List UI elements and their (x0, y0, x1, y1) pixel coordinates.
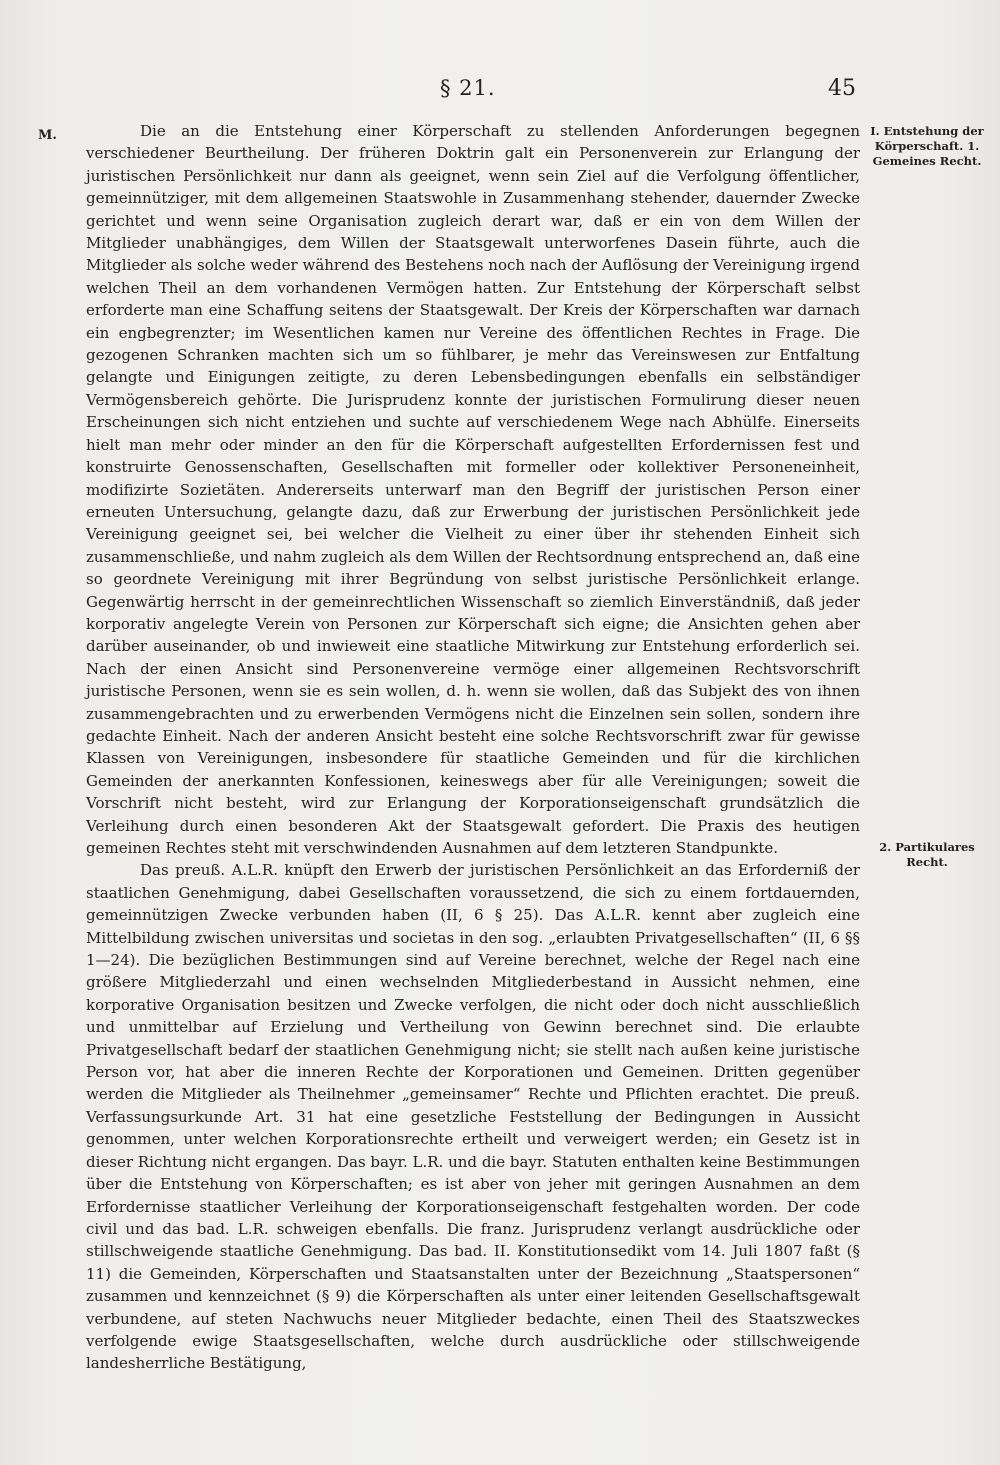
margin-letter: M. (38, 128, 57, 143)
running-head (0, 76, 1000, 108)
page-number: 45 (828, 76, 856, 101)
paragraph-partikulares-recht: Das preuß. A.L.R. knüpft den Erwerb der juristischen Persönlichkeit an das Erforderniß der staatlichen Genehmigung, dabei Gesellschaften voraussetzend, die sich zu einem fortdauernden, gemeinnützigen Zwecke verbunden haben (II, 6 § 25). Das A.L.R. kennt aber zugleich eine Mittelbildung zwischen universitas und societas in den sog. „erlaubten Privatgesellschaften“ (II, 6 §§ 1—24). Die bezüglichen Bestimmungen sind auf Vereine berechnet, welche der Regel nach eine größere Mitgliederzahl und einen wechselnden Mitgliederbestand in Aussicht nehmen, eine korporative Organisation besitzen und Zwecke verfolgen, die nicht oder doch nicht ausschließlich und unmittelbar auf Erzielung und Vertheilung von Gewinn berechnet sind. Die erlaubte Privatgesellschaft bedarf der staatlichen Genehmigung nicht; sie stellt nach außen keine juristische Person vor, hat aber die inneren Rechte der Korporationen und Gemeinen. Dritten gegenüber werden die Mitglieder als Theilnehmer „gemeinsamer“ Rechte und Pflichten erachtet. Die preuß. Verfassungsurkunde Art. 31 hat eine gesetzliche Feststellung der Bedingungen in Aussicht genommen, unter welchen Korporationsrechte ertheilt und verweigert werden; ein Gesetz ist in dieser Richtung nicht ergangen. Das bayr. L.R. und die bayr. Statuten enthalten keine Bestimmungen über die Entstehung von Körperschaften; es ist aber von jeher mit geringen Ausnahmen an dem Erfordernisse staatlicher Verleihung der Korporationseigenschaft festgehalten worden. Der code civil und das bad. L.R. schweigen ebenfalls. Die franz. Jurisprudenz verlangt ausdrückliche oder stillschweigende staatliche Genehmigung. Das bad. II. Konstitutionsedikt vom 14. Juli 1807 faßt (§ 11) die Gemeinden, Körperschaften und Staatsanstalten unter der Bezeichnung „Staatspersonen“ zusammen und kennzeichnet (§ 9) die Körperschaften als unter einer leitenden Gesellschaftsgewalt verbundene, auf steten Nachwuchs neuer Mitglieder bedachte, einen Theil des Staatszweckes verfolgende ewige Staatsgesellschaften, welche durch ausdrückliche oder stillschweigende landesherrliche Bestätigung, (86, 861, 860, 1373)
sidenote-partikulares-recht: 2. Partikulares Recht. (879, 840, 975, 869)
main-text (86, 120, 860, 1375)
sidenote-entstehung: I. Entstehung der Körperschaft. 1. Gemeines Recht. (870, 124, 984, 168)
paragraph-gemeines-recht: Die an die Entstehung einer Körperschaft zu stellenden Anforderungen begegnen verschiedener Beurtheilung. Der früheren Doktrin galt ein Personenverein zur Erlangung der juristischen Persönlichkeit nur dann als geeignet, wenn sein Ziel auf die Verfolgung öffentlicher, gemeinnütziger, mit dem allgemeinen Staatswohle in Zusammenhang stehender, dauernder Zwecke gerichtet und wenn seine Organisation zugleich derart war, daß er ein von dem Willen der Mitglieder unabhängiges, dem Willen der Staatsgewalt unterworfenes Dasein führte, auch die Mitglieder als solche weder während des Bestehens noch nach der Auflösung der Vereinigung irgend welchen Theil an dem vorhandenen Vermögen hatten. Zur Entstehung der Körperschaft selbst erforderte man eine Schaffung seitens der Staatsgewalt. Der Kreis der Körperschaften war darnach ein engbegrenzter; im Wesentlichen kamen nur Vereine des öffentlichen Rechtes in Frage. Die gezogenen Schranken machten sich um so fühlbarer, je mehr das Vereinswesen zur Entfaltung gelangte und Einigungen zeitigte, zu deren Lebensbedingungen ebenfalls ein selbständiger Vermögensbereich gehörte. Die Jurisprudenz konnte der juristischen Formulirung dieser neuen Erscheinungen sich nicht entziehen und suchte auf verschiedenem Wege nach Abhülfe. Einerseits hielt man mehr oder minder an den für die Körperschaft aufgestellten Erfordernissen fest und konstruirte Genossenschaften, Gesellschaften mit formeller oder kollektiver Personeneinheit, modifizirte Sozietäten. Andererseits unterwarf man den Begriff der juristischen Person einer erneuten Untersuchung, gelangte dazu, daß zur Erwerbung der juristischen Persönlichkeit jede Vereinigung geeignet sei, bei welcher die Vielheit zu einer über ihr stehenden Einheit sich zusammenschließe, und nahm zugleich als dem Willen der Rechtsordnung entsprechend an, daß eine so geordnete Vereinigung mit ihrer Begründung von selbst juristische Persönlichkeit erlange. Gegenwärtig herrscht in der gemeinrechtlichen Wissenschaft so ziemlich Einverständniß, daß jeder korporativ angelegte Verein von Personen zur Körperschaft sich eigne; die Ansichten gehen aber darüber auseinander, ob und inwieweit eine staatliche Mitwirkung zur Entstehung erforderlich sei. Nach der einen Ansicht sind Personenvereine vermöge einer allgemeinen Rechtsvorschrift juristische Personen, wenn sie es sein wollen, d. h. wenn sie wollen, daß das Subjekt des von ihnen zusammengebrachten und zu erwerbenden Vermögens nicht die Einzelnen sein sollen, sondern ihre gedachte Einheit. Nach der anderen Ansicht besteht eine solche Rechtsvorschrift zwar für gewisse Klassen von Vereinigungen, insbesondere für staatliche Gemeinden und für die kirchlichen Gemeinden der anerkannten Konfessionen, keineswegs aber für alle Vereinigungen; soweit die Vorschrift nicht besteht, wird zur Erlangung der Korporationseigenschaft grundsätzlich die Verleihung durch einen besonderen Akt der Staatsgewalt gefordert. Die Praxis des heutigen gemeinen Rechtes steht mit verschwindenden Ausnahmen auf dem letzteren Standpunkte. (86, 122, 860, 857)
section-number: § 21. (440, 76, 496, 100)
